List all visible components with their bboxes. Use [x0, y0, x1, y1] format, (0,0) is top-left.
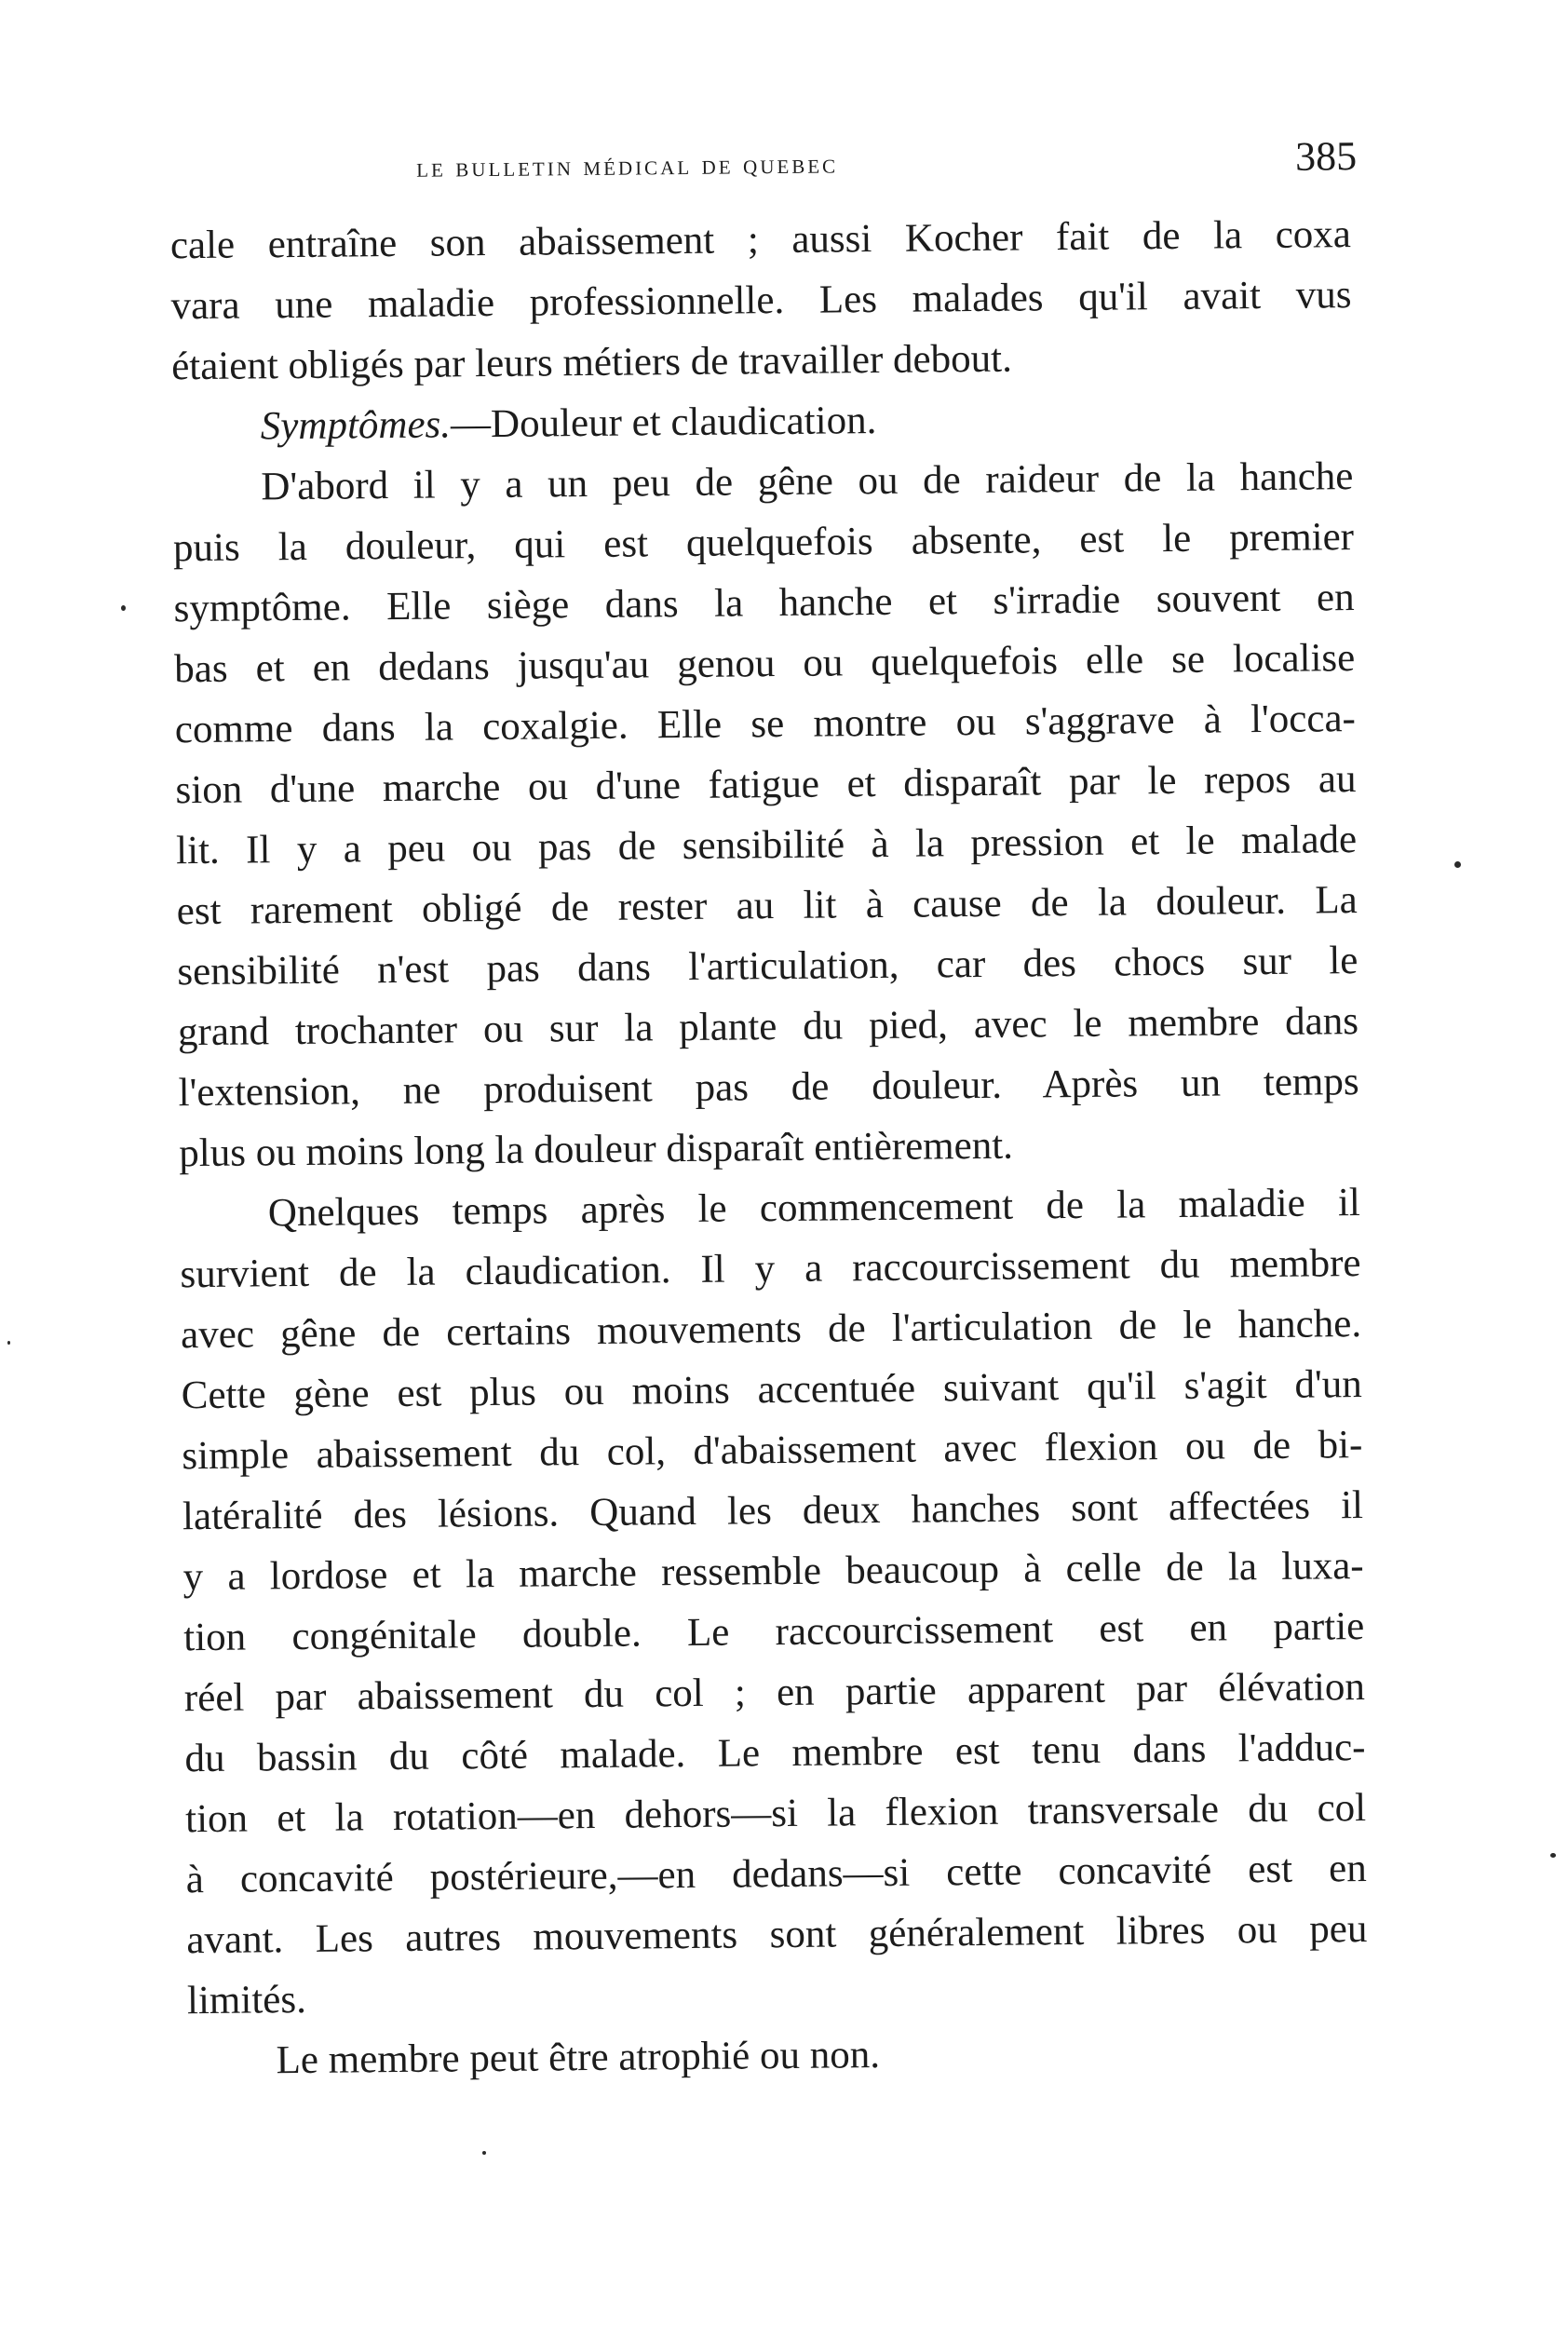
text-line: comme dans la coxalgie. Elle se montre ou s'aggrave à l'occa-: [174, 697, 1357, 752]
scan-speck: [121, 605, 126, 611]
text-line: Qnelques temps après le commencement de la maladie il: [267, 1181, 1361, 1236]
text-line: puis la douleur, qui est quelquefois absente, est le premier: [172, 515, 1355, 571]
text-line: du bassin du côté malade. Le membre est tenu dans l'adduc-: [184, 1725, 1366, 1781]
section-heading-text: —Douleur et claudication.: [450, 399, 877, 447]
text-line: survient de la claudication. Il y a raccourcissement du membre: [180, 1241, 1361, 1297]
paragraph-5: [187, 2020, 1369, 2091]
text-line: avec gêne de certains mouvements de l'articulation de le hanche.: [180, 1302, 1362, 1358]
scan-speck: [1550, 1853, 1556, 1858]
paragraph-1: [170, 204, 1353, 397]
running-title: le bulletin médical de quebec: [415, 148, 839, 183]
text-line: limités.: [186, 1977, 307, 2023]
scan-speck: [482, 2151, 486, 2155]
section-heading: Symptômes.: [260, 402, 452, 449]
text-line: y a lordose et la marche ressemble beaucoup à celle de la luxa-: [182, 1544, 1364, 1600]
text-line: tion congénitale double. Le raccourcissement est en partie: [183, 1604, 1365, 1660]
paragraph-2: [171, 386, 1353, 457]
paragraph-4: [180, 1172, 1369, 2031]
text-line: D'abord il y a un peu de gêne ou de raideur de la hanche: [261, 454, 1354, 509]
text-line: [260, 386, 1353, 456]
paragraph-3: [172, 446, 1359, 1184]
text-line: Le membre peut être atrophié ou non.: [276, 2033, 881, 2083]
text-line: symptôme. Elle siège dans la hanche et s'irradie souvent en: [173, 575, 1355, 631]
text-line: latéralité des lésions. Quand les deux hanches sont affectées il: [182, 1483, 1364, 1539]
text-line: bas et en dedans jusqu'au genou ou quelquefois elle se localise: [174, 636, 1356, 692]
body-text: [170, 204, 1369, 2091]
text-line: Cette gène est plus ou moins accentuée suivant qu'il s'agit d'un: [181, 1362, 1362, 1418]
text-line: est rarement obligé de rester au lit à cause de la douleur. La: [176, 878, 1358, 934]
text-line: simple abaissement du col, d'abaissement avec flexion ou de bi-: [182, 1423, 1363, 1479]
text-line: vara une maladie professionnelle. Les malades qu'il avait vus: [170, 273, 1352, 329]
text-line: à concavité postérieure,—en dedans—si cette concavité est en: [185, 1847, 1367, 1902]
text-line: l'extension, ne produisent pas de douleur. Après un temps: [178, 1060, 1359, 1116]
text-line: sion d'une marche ou d'une fatigue et disparaît par le repos au: [175, 757, 1357, 813]
text-line: tion et la rotation—en dehors—si la flexion transversale du col: [184, 1786, 1367, 1842]
text-line: avant. Les autres mouvements sont généralement libres ou peu: [186, 1907, 1368, 1963]
scan-speck: [1454, 861, 1461, 868]
running-head: [416, 132, 1358, 197]
text-line: grand trochanter ou sur la plante du pied, avec le membre dans: [177, 999, 1359, 1055]
text-line: cale entraîne son abaissement ; aussi Kocher fait de la coxa: [169, 212, 1352, 268]
text-line: étaient obligés par leurs métiers de travailler debout.: [170, 336, 1013, 389]
text-line: plus ou moins long la douleur disparaît entièrement.: [179, 1123, 1014, 1176]
scan-speck: [7, 1341, 10, 1345]
text-line: sensibilité n'est pas dans l'articulation, car des chocs sur le: [177, 939, 1358, 994]
page-number: 385: [1294, 133, 1358, 180]
text-line: réel par abaissement du col ; en partie apparent par élévation: [183, 1665, 1366, 1721]
text-line: lit. Il y a peu ou pas de sensibilité à la pression et le malade: [175, 818, 1358, 873]
